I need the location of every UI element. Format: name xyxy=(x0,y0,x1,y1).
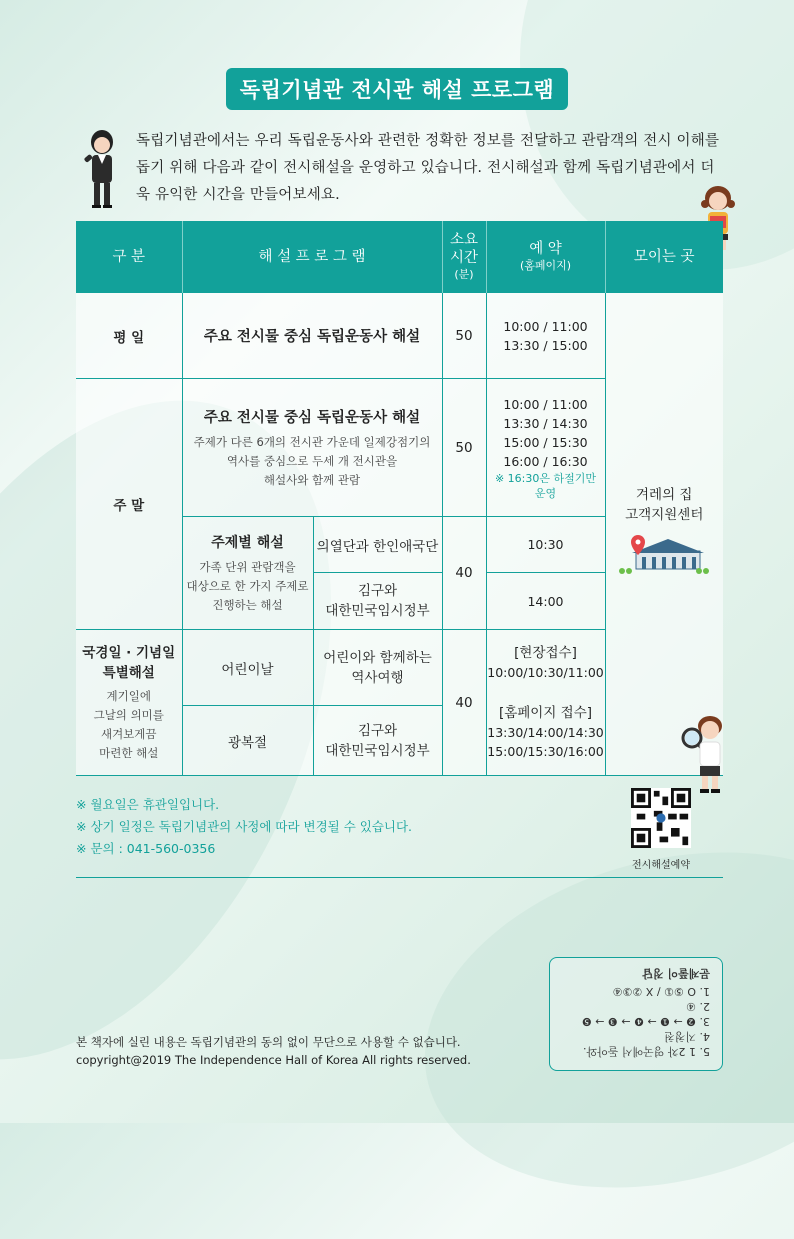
holiday-day-2: 광복절 xyxy=(182,706,313,776)
page-title: 독립기념관 전시관 해설 프로그램 xyxy=(226,68,568,110)
holiday-duration: 40 xyxy=(442,630,486,776)
holiday-desc: 새겨보게끔 xyxy=(100,726,157,741)
holiday-day-1-program xyxy=(313,630,442,706)
weekend-theme-desc: 진행하는 해설 xyxy=(212,597,283,612)
holiday-program-line: 대한민국임시정부 xyxy=(325,742,430,759)
header-duration xyxy=(442,221,486,293)
copyright xyxy=(76,1033,471,1069)
boy-magnifier-illustration xyxy=(680,712,728,794)
holiday-desc: 마련한 해설 xyxy=(99,745,159,760)
weekend-theme-duration: 40 xyxy=(442,517,486,630)
weekend-theme-2-line: 대한민국임시정부 xyxy=(325,603,430,619)
weekend-theme-2 xyxy=(313,573,442,630)
holiday-web-times: 13:30/14:00/14:30 xyxy=(487,725,604,740)
qr-label: 전시해설예약 xyxy=(632,860,690,871)
weekday-time: 13:30 / 15:00 xyxy=(503,337,588,353)
holiday-day-1: 어린이날 xyxy=(182,630,313,706)
weekend-category: 주 말 xyxy=(76,379,182,630)
building-location-icon xyxy=(618,533,710,577)
header-duration-line1: 소요 xyxy=(449,232,478,248)
weekend-main-duration: 50 xyxy=(442,379,486,517)
meeting-place-cell xyxy=(605,293,723,776)
holiday-desc: 그날의 의미를 xyxy=(93,707,164,722)
weekend-theme-desc: 가족 단위 관람객을 xyxy=(199,559,296,574)
title-wrap xyxy=(0,68,794,110)
holiday-reservation xyxy=(486,630,605,776)
weekend-main-times xyxy=(486,379,605,517)
weekend-time-note: 운영 xyxy=(534,486,557,500)
weekday-time: 10:00 / 11:00 xyxy=(503,318,588,334)
header-reservation-title: 예 약 xyxy=(529,241,562,257)
copyright-korean: 본 책자에 실린 내용은 독립기념관의 동의 없이 무단으로 사용할 수 없습니다. xyxy=(76,1035,461,1049)
weekday-times xyxy=(486,293,605,379)
copyright-english: copyright@2019 The Independence Hall of Korea All rights reserved. xyxy=(76,1053,471,1067)
weekend-main-program xyxy=(182,379,442,517)
answer-title: 문제풀이 정답 xyxy=(642,967,710,980)
weekend-theme-cell xyxy=(182,517,313,630)
note-contact: ※ 문의 : 041-560-0356 xyxy=(76,841,216,856)
table-header-row xyxy=(76,221,723,293)
meeting-place-line: 겨레의 집 xyxy=(636,487,693,503)
weekend-theme-1-time: 10:30 xyxy=(486,517,605,573)
header-category: 구 분 xyxy=(76,221,182,293)
header-reservation-sub: (홈페이지) xyxy=(519,259,572,272)
holiday-onsite-times: 10:00/10:30/11:00 xyxy=(487,665,604,680)
qr-code-icon[interactable] xyxy=(631,788,691,848)
answer-line: 1. O ⑤① / X ②③④ xyxy=(612,985,710,998)
weekend-main-title: 주요 전시물 중심 독립운동사 해설 xyxy=(203,409,421,426)
meeting-place-line: 고객지원센터 xyxy=(625,507,704,523)
note-closed-monday: ※ 월요일은 휴관일입니다. xyxy=(76,797,220,812)
weekend-time: 13:30 / 14:30 xyxy=(503,415,588,431)
holiday-desc: 계기일에 xyxy=(106,688,151,703)
header-duration-line2: 시간 xyxy=(449,250,478,266)
answer-line: 2. ④ xyxy=(686,1000,710,1013)
answer-box xyxy=(549,957,723,1071)
note-schedule-change: ※ 상기 일정은 독립기념관의 사정에 따라 변경될 수 있습니다. xyxy=(76,819,413,834)
weekend-time: 15:00 / 15:30 xyxy=(503,434,588,450)
weekend-main-desc: 역사를 중심으로 두세 개 전시관을 xyxy=(226,453,398,468)
holiday-web-label: [홈페이지 접수] xyxy=(498,705,593,721)
holiday-onsite-label: [현장접수] xyxy=(514,645,577,661)
header-meeting: 모이는 곳 xyxy=(605,221,723,293)
answer-line: 4. 지청천 xyxy=(664,1030,710,1043)
weekend-time: 16:00 / 16:30 xyxy=(503,453,588,469)
header-program: 해 설 프 로 그 램 xyxy=(182,221,442,293)
weekend-theme-2-time: 14:00 xyxy=(486,573,605,630)
header-reservation xyxy=(486,221,605,293)
weekend-theme-desc: 대상으로 한 가지 주제로 xyxy=(186,578,309,593)
weekday-program: 주요 전시물 중심 독립운동사 해설 xyxy=(182,293,442,379)
holiday-web-times: 15:00/15:30/16:00 xyxy=(487,744,604,759)
weekday-category: 평 일 xyxy=(76,293,182,379)
program-table xyxy=(76,221,723,776)
answer-line: 3. ❷ → ❶ → ❹ → ❸ → ❺ xyxy=(581,1015,710,1028)
weekend-theme-1: 의열단과 한인애국단 xyxy=(313,517,442,573)
divider xyxy=(76,877,723,878)
holiday-program-line: 김구와 xyxy=(357,722,398,739)
answer-box-upside-down xyxy=(550,958,722,1067)
notes xyxy=(76,794,412,860)
weekend-theme-2-line: 김구와 xyxy=(357,583,398,599)
weekend-main-desc: 해설사와 함께 관람 xyxy=(263,472,361,487)
weekend-time-note: ※ 16:30은 하절기만 xyxy=(494,471,597,485)
weekend-theme-title: 주제별 해설 xyxy=(211,534,284,551)
intro-paragraph: 독립기념관에서는 우리 독립운동사와 관련한 정확한 정보를 전달하고 관람객의 전시 이해를 돕기 위해 다음과 같이 전시해설을 운영하고 있습니다. 전시해설과 함께 독립기념관에서 더욱 유익한 시간을 만들어보세요. xyxy=(136,133,720,203)
weekday-duration: 50 xyxy=(442,293,486,379)
weekend-time: 10:00 / 11:00 xyxy=(503,396,588,412)
table-row-weekday xyxy=(76,293,723,379)
answer-line: 5. 1 2차 영국에서 돌아와. xyxy=(583,1045,710,1058)
qr-reservation[interactable] xyxy=(631,788,691,871)
holiday-category xyxy=(76,630,182,776)
holiday-title: 국경일 · 기념일 xyxy=(82,644,176,661)
weekend-main-desc: 주제가 다른 6개의 전시관 가운데 일제강점기의 xyxy=(193,434,431,449)
holiday-program-line: 어린이와 함께하는 xyxy=(323,649,432,666)
holiday-day-2-program xyxy=(313,706,442,776)
holiday-title: 특별해설 xyxy=(102,664,155,681)
holiday-program-line: 역사여행 xyxy=(351,669,404,686)
guide-woman-illustration xyxy=(82,128,122,210)
header-duration-unit: (분) xyxy=(454,268,474,281)
